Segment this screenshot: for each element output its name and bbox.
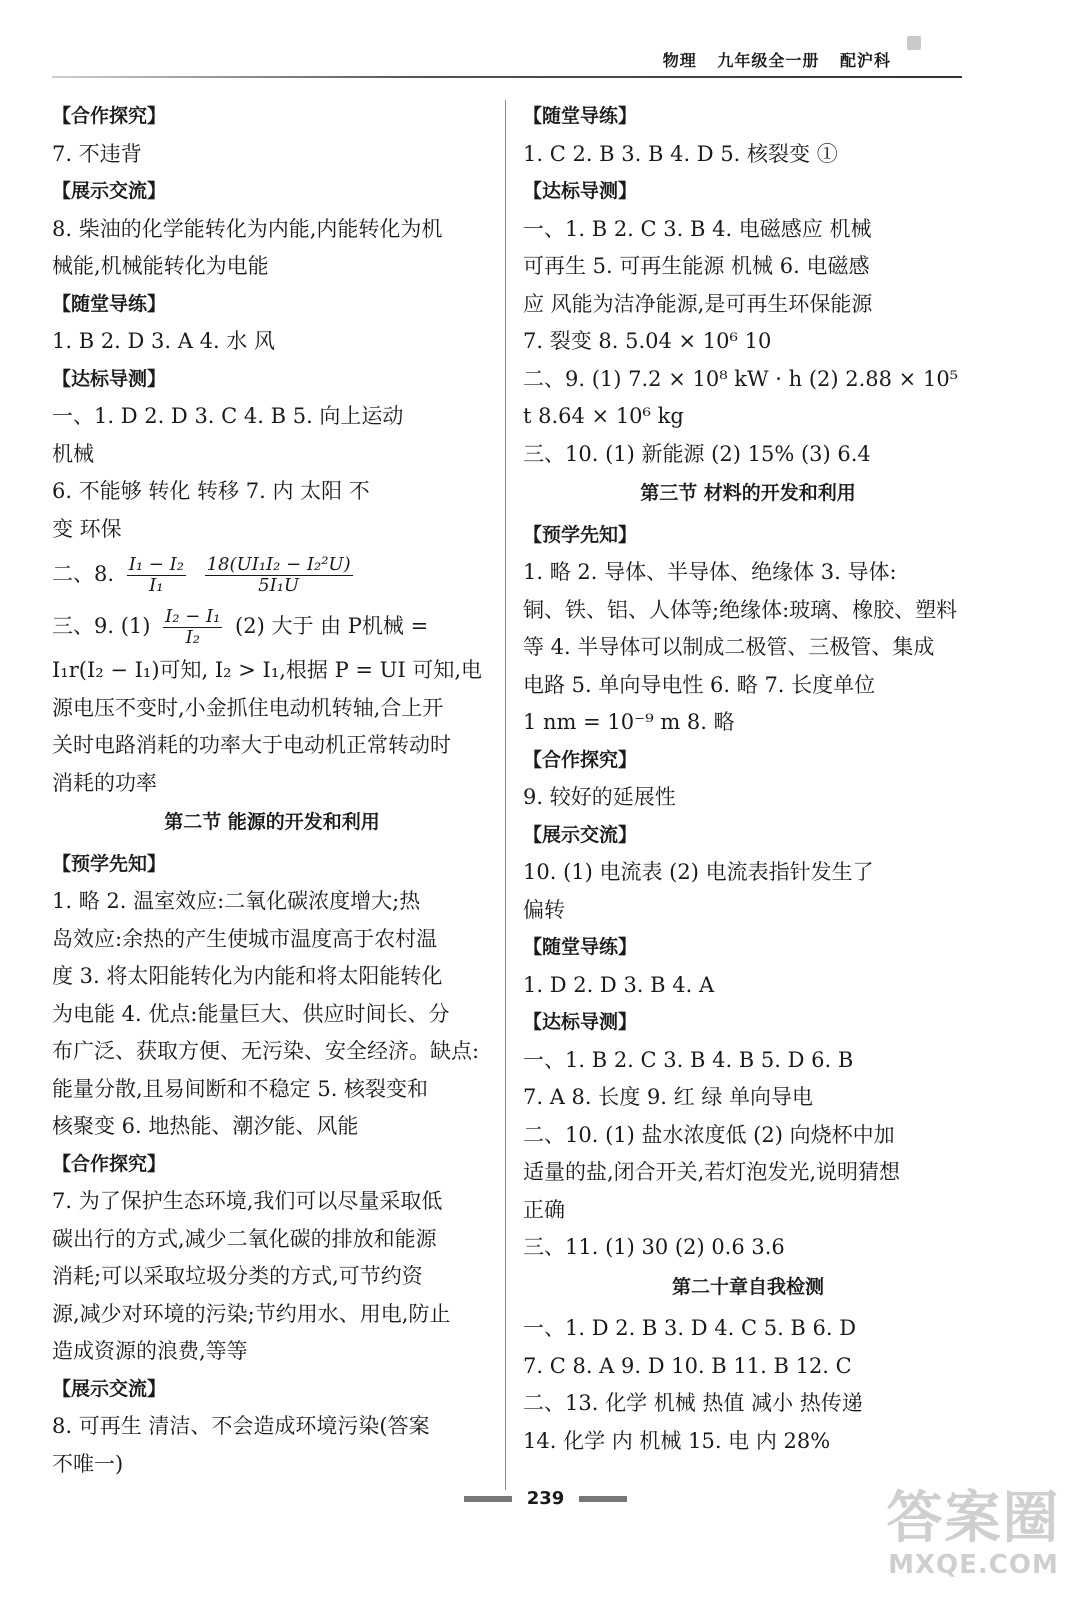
header-subject: 物理	[662, 51, 697, 70]
answer-line: 二、13. 化学 机械 热值 减小 热传递	[523, 1391, 863, 1415]
answer-line: 变 环保	[52, 516, 122, 541]
fraction-numerator: I₂ − I₁	[165, 606, 221, 627]
answer-line: 二、10. (1) 盐水浓度低 (2) 向烧杯中加	[523, 1122, 895, 1147]
answer-line: 1. 略 2. 导体、半导体、绝缘体 3. 导体:	[523, 560, 897, 584]
header-grade: 九年级全一册	[717, 51, 820, 70]
running-header	[649, 48, 891, 71]
answer-line: 一、1. B 2. C 3. B 4. B 5. D 6. B	[523, 1047, 854, 1072]
answer-line: 6. 不能够 转化 转移 7. 内 太阳 不	[52, 479, 370, 503]
fraction	[127, 555, 186, 596]
fraction	[163, 607, 222, 648]
answer-line: 三、10. (1) 新能源 (2) 15% (3) 6.4	[523, 441, 871, 466]
section-label: 【展示交流】	[52, 180, 167, 202]
page-number-text: 239	[526, 1488, 565, 1509]
answer-line: 7. 不违背	[52, 141, 142, 166]
section-title: 第二节 能源的开发和利用	[164, 811, 380, 833]
section-label: 【预学先知】	[523, 523, 638, 546]
section-title: 第三节 材料的开发和利用	[640, 482, 856, 504]
answer-line: 能量分散,且易间断和不稳定 5. 核裂变和	[52, 1076, 429, 1101]
section-label: 【随堂导练】	[52, 292, 167, 315]
answer-line: t 8.64 × 10⁶ kg	[523, 404, 684, 428]
answer-line: 消耗;可以采取垃圾分类的方式,可节约资	[52, 1264, 423, 1288]
formula-suffix: (2) 大于 由 P机械 =	[235, 614, 429, 638]
answer-line: 应 风能为洁净能源,是可再生环保能源	[523, 291, 873, 316]
answer-line: 源电压不变时,小金抓住电动机转轴,合上开	[52, 695, 444, 720]
answer-line: 电路 5. 单向导电性 6. 略 7. 长度单位	[523, 672, 876, 697]
section-title: 第二十章自我检测	[671, 1275, 824, 1298]
answer-line: 二、9. (1) 7.2 × 10⁸ kW · h (2) 2.88 × 10⁵	[523, 366, 959, 391]
section-label: 【预学先知】	[52, 852, 167, 875]
page-number-ornament	[464, 1496, 512, 1502]
section-label: 【合作探究】	[52, 1152, 167, 1175]
left-column	[52, 98, 492, 1483]
answer-line: 度 3. 将太阳能转化为内能和将太阳能转化	[52, 964, 443, 988]
answer-line: 14. 化学 内 机械 15. 电 内 28%	[523, 1428, 831, 1453]
answer-line: 7. C 8. A 9. D 10. B 11. B 12. C	[523, 1353, 852, 1378]
section-label: 【合作探究】	[523, 748, 638, 771]
formula-line	[52, 548, 492, 600]
page-number-ornament	[579, 1496, 627, 1502]
answer-line: 偏转	[523, 897, 565, 922]
answer-line: 造成资源的浪费,等等	[52, 1339, 248, 1363]
answer-line: 为电能 4. 优点:能量巨大、供应时间长、分	[52, 1001, 450, 1026]
answer-line: 8. 柴油的化学能转化为内能,内能转化为机	[52, 216, 443, 241]
answer-line: 适量的盐,闭合开关,若灯泡发光,说明猜想	[523, 1160, 901, 1184]
section-label: 【达标导测】	[523, 1011, 638, 1033]
fraction-numerator: 18(UI₁I₂ − I₂²U)	[206, 554, 351, 575]
answer-line: 8. 可再生 清洁、不会造成环境污染(答案	[52, 1414, 430, 1438]
section-label: 【展示交流】	[523, 823, 638, 846]
section-label: 【展示交流】	[52, 1377, 167, 1400]
answer-line: 7. 为了保护生态环境,我们可以尽量采取低	[52, 1189, 443, 1213]
answer-line: 械能,机械能转化为电能	[52, 254, 269, 278]
column-divider	[505, 100, 506, 1490]
answer-line: 关时电路消耗的功率大于电动机正常转动时	[52, 733, 451, 757]
answer-line: 机械	[52, 441, 94, 466]
answer-line: 10. (1) 电流表 (2) 电流表指针发生了	[523, 860, 874, 884]
answer-line: 三、11. (1) 30 (2) 0.6 3.6	[523, 1235, 785, 1259]
answer-line: 1. B 2. D 3. A 4. 水 风	[52, 329, 275, 353]
section-label: 【随堂导练】	[523, 105, 638, 127]
fraction-numerator: I₁ − I₂	[128, 554, 184, 575]
answer-line: 碳出行的方式,减少二氧化碳的排放和能源	[52, 1226, 437, 1251]
answer-line: 可再生 5. 可再生能源 机械 6. 电磁感	[523, 254, 870, 278]
answer-line: 1. C 2. B 3. B 4. D 5. 核裂变 ①	[523, 141, 838, 166]
answer-line: 源,减少对环境的污染;节约用水、用电,防止	[52, 1301, 451, 1326]
fraction-denominator: 5I₁U	[258, 575, 300, 596]
watermark-logo	[886, 1488, 1061, 1593]
answer-line: 核聚变 6. 地热能、潮汐能、风能	[52, 1114, 359, 1138]
section-label: 【达标导测】	[52, 367, 167, 390]
answer-line: 不唯一)	[52, 1451, 124, 1476]
answer-line: 正确	[523, 1197, 565, 1222]
formula-prefix: 二、8.	[52, 562, 115, 586]
section-label: 【随堂导练】	[523, 936, 638, 958]
fraction-denominator: I₁	[149, 575, 164, 596]
answer-line: 1 nm = 10⁻⁹ m 8. 略	[523, 710, 735, 734]
section-label: 【合作探究】	[52, 105, 167, 127]
formula-line	[52, 600, 492, 652]
answer-line: 布广泛、获取方便、无污染、安全经济。缺点:	[52, 1039, 480, 1063]
answer-line: 等 4. 半导体可以制成二极管、三极管、集成	[523, 635, 935, 659]
answer-line: 岛效应:余热的产生使城市温度高于农村温	[52, 926, 438, 951]
formula-prefix: 三、9. (1)	[52, 614, 151, 638]
header-edition: 配沪科	[839, 51, 891, 70]
watermark-url: MXQE.COM	[888, 1550, 1059, 1580]
answer-line: I₁r(I₂ − I₁)可知, I₂ > I₁,根据 P = UI 可知,电	[52, 658, 483, 682]
fraction-denominator: I₂	[185, 627, 200, 648]
header-marker	[907, 36, 921, 50]
answer-line: 1. D 2. D 3. B 4. A	[523, 972, 715, 997]
answer-line: 7. 裂变 8. 5.04 × 10⁶ 10	[523, 329, 772, 353]
answer-line: 9. 较好的延展性	[523, 785, 676, 809]
answer-line: 1. 略 2. 温室效应:二氧化碳浓度增大;热	[52, 889, 421, 913]
answer-line: 一、1. B 2. C 3. B 4. 电磁感应 机械	[523, 216, 872, 241]
section-label: 【达标导测】	[523, 180, 638, 202]
answer-line: 一、1. D 2. D 3. C 4. B 5. 向上运动	[52, 404, 404, 428]
answer-line: 消耗的功率	[52, 770, 157, 795]
right-column	[523, 98, 973, 1460]
answer-line: 一、1. D 2. B 3. D 4. C 5. B 6. D	[523, 1316, 857, 1340]
answer-line: 铜、铁、铝、人体等;绝缘体:玻璃、橡胶、塑料	[523, 597, 958, 622]
header-rule	[52, 76, 962, 78]
fraction	[205, 555, 353, 596]
answer-line: 7. A 8. 长度 9. 红 绿 单向导电	[523, 1085, 814, 1109]
watermark-text: 答案圈	[886, 1486, 1061, 1551]
